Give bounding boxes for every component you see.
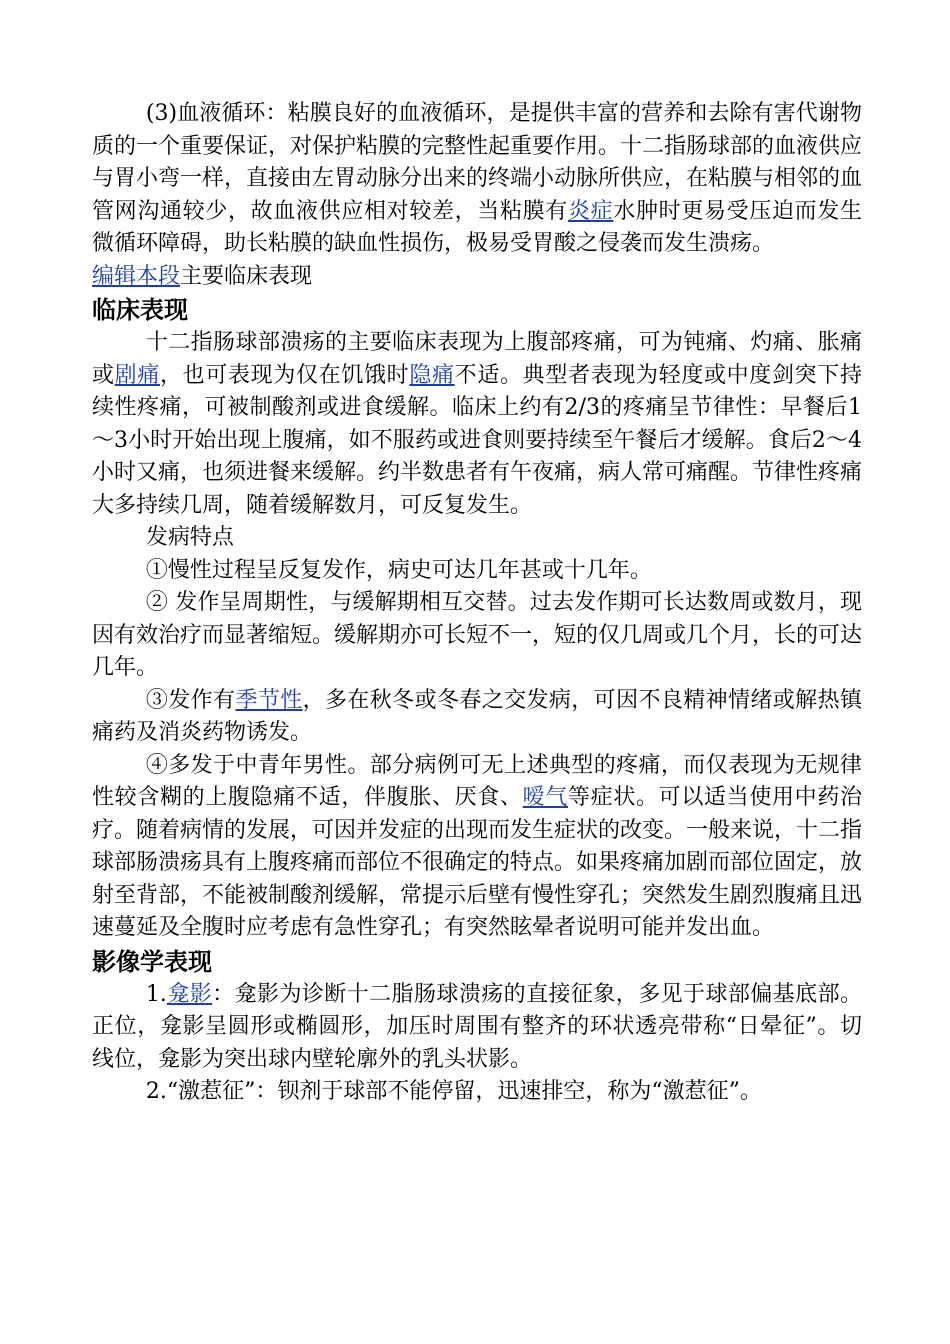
link-seasonality[interactable]: 季节性: [235, 687, 303, 713]
text: 1.: [145, 981, 167, 1007]
link-belching[interactable]: 嗳气: [522, 785, 568, 810]
text: 十二指肠球部溃疡的主要临床表现为上腹部疼痛，可为钝痛、灼痛、胀痛或: [92, 330, 862, 388]
edit-section-link[interactable]: 编辑本段: [92, 263, 181, 289]
heading-imaging: 影像学表现: [92, 947, 212, 976]
section-label: 主要临床表现: [180, 263, 313, 289]
paragraph-clinical-main: [92, 327, 862, 522]
heading-clinical: 临床表现: [92, 296, 188, 324]
list-item-4: [92, 750, 862, 945]
link-severe-pain[interactable]: 剧痛: [114, 362, 161, 388]
text: ③发作有: [145, 687, 236, 713]
text: ④多发于中青年男性。部分病例可无上述典型的疼痛，而仅表现为无规律性较含糊的上腹隐痛不适，伴腹胀、厌食、: [92, 752, 862, 810]
list-item-3: [92, 685, 862, 750]
list-item-2: ② 发作呈周期性，与缓解期相互交替。过去发作期可长达数周或数月，现因有效治疗而显著缩短。缓解期亦可长短不一，短的仅几周或几个月，长的可达几年。: [92, 590, 863, 680]
edit-section-line: [92, 261, 862, 294]
link-dull-pain[interactable]: 隐痛: [409, 362, 455, 388]
subheading-onset-features: 发病特点: [145, 525, 234, 550]
text: (3)血液循环：粘膜良好的血液循环，是提供丰富的营养和去除有害代谢物质的一个重要保证，对保护粘膜的完整性起重要作用。十二指肠球部的血液供应与胃小弯一样，直接由左胃动脉分出来的终端小动脉所供应，在粘膜与相邻的血管网沟通较少，故血液供应相对较差，当粘膜有: [92, 101, 863, 224]
list-item-1: ①慢性过程呈反复发作，病史可达几年甚或十几年。: [145, 557, 652, 583]
document-page: [92, 98, 862, 1109]
text: 等症状。可以适当使用中药治疗。随着病情的发展，可因并发症的出现而发生症状的改变。一般来说，十二指球部肠溃疡具有上腹疼痛而部位不很确定的特点。如果疼痛加剧而部位固定，放射至背部，不能被制酸剂缓解，常提示后壁有慢性穿孔；突然发生剧烈腹痛且迅速蔓延及全腹时应考虑有急性穿孔；有突然眩晕者说明可能并发出血。: [92, 785, 863, 940]
paragraph-blood-circulation: [92, 98, 862, 261]
text: ，也可表现为仅在饥饿时: [160, 362, 410, 388]
text: ，多在秋冬或冬春之交发病，可因不良精神情绪或解热镇痛药及消炎药物诱发。: [92, 687, 862, 745]
imaging-item-1: [92, 979, 862, 1077]
text: ：龛影为诊断十二脂肠球溃疡的直接征象，多见于球部偏基底部。正位，龛影呈圆形或椭圆形，加压时周围有整齐的环状透亮带称“日晕征”。切线位，龛影为突出球内壁轮廓外的乳头状影。: [92, 981, 862, 1072]
link-inflammation[interactable]: 炎症: [567, 198, 614, 224]
link-niche-shadow[interactable]: 龛影: [166, 981, 213, 1007]
text: 不适。典型者表现为轻度或中度剑突下持续性疼痛，可被制酸剂或进食缓解。临床上约有2/3的疼痛呈节律性：早餐后1～3小时开始出现上腹痛，如不服药或进食则要持续至午餐后才缓解。食后2～4小时又痛，也须进餐来缓解。约半数患者有午夜痛，病人常可痛醒。节律性疼痛大多持续几周，随着缓解数月，可反复发生。: [92, 362, 863, 518]
text: 水肿时更易受压迫而发生微循环障碍，助长粘膜的缺血性损伤，极易受胃酸之侵袭而发生溃疡。: [92, 198, 862, 256]
imaging-item-2: 2.“激惹征”：钡剂于球部不能停留，迅速排空，称为“激惹征”。: [145, 1079, 762, 1104]
